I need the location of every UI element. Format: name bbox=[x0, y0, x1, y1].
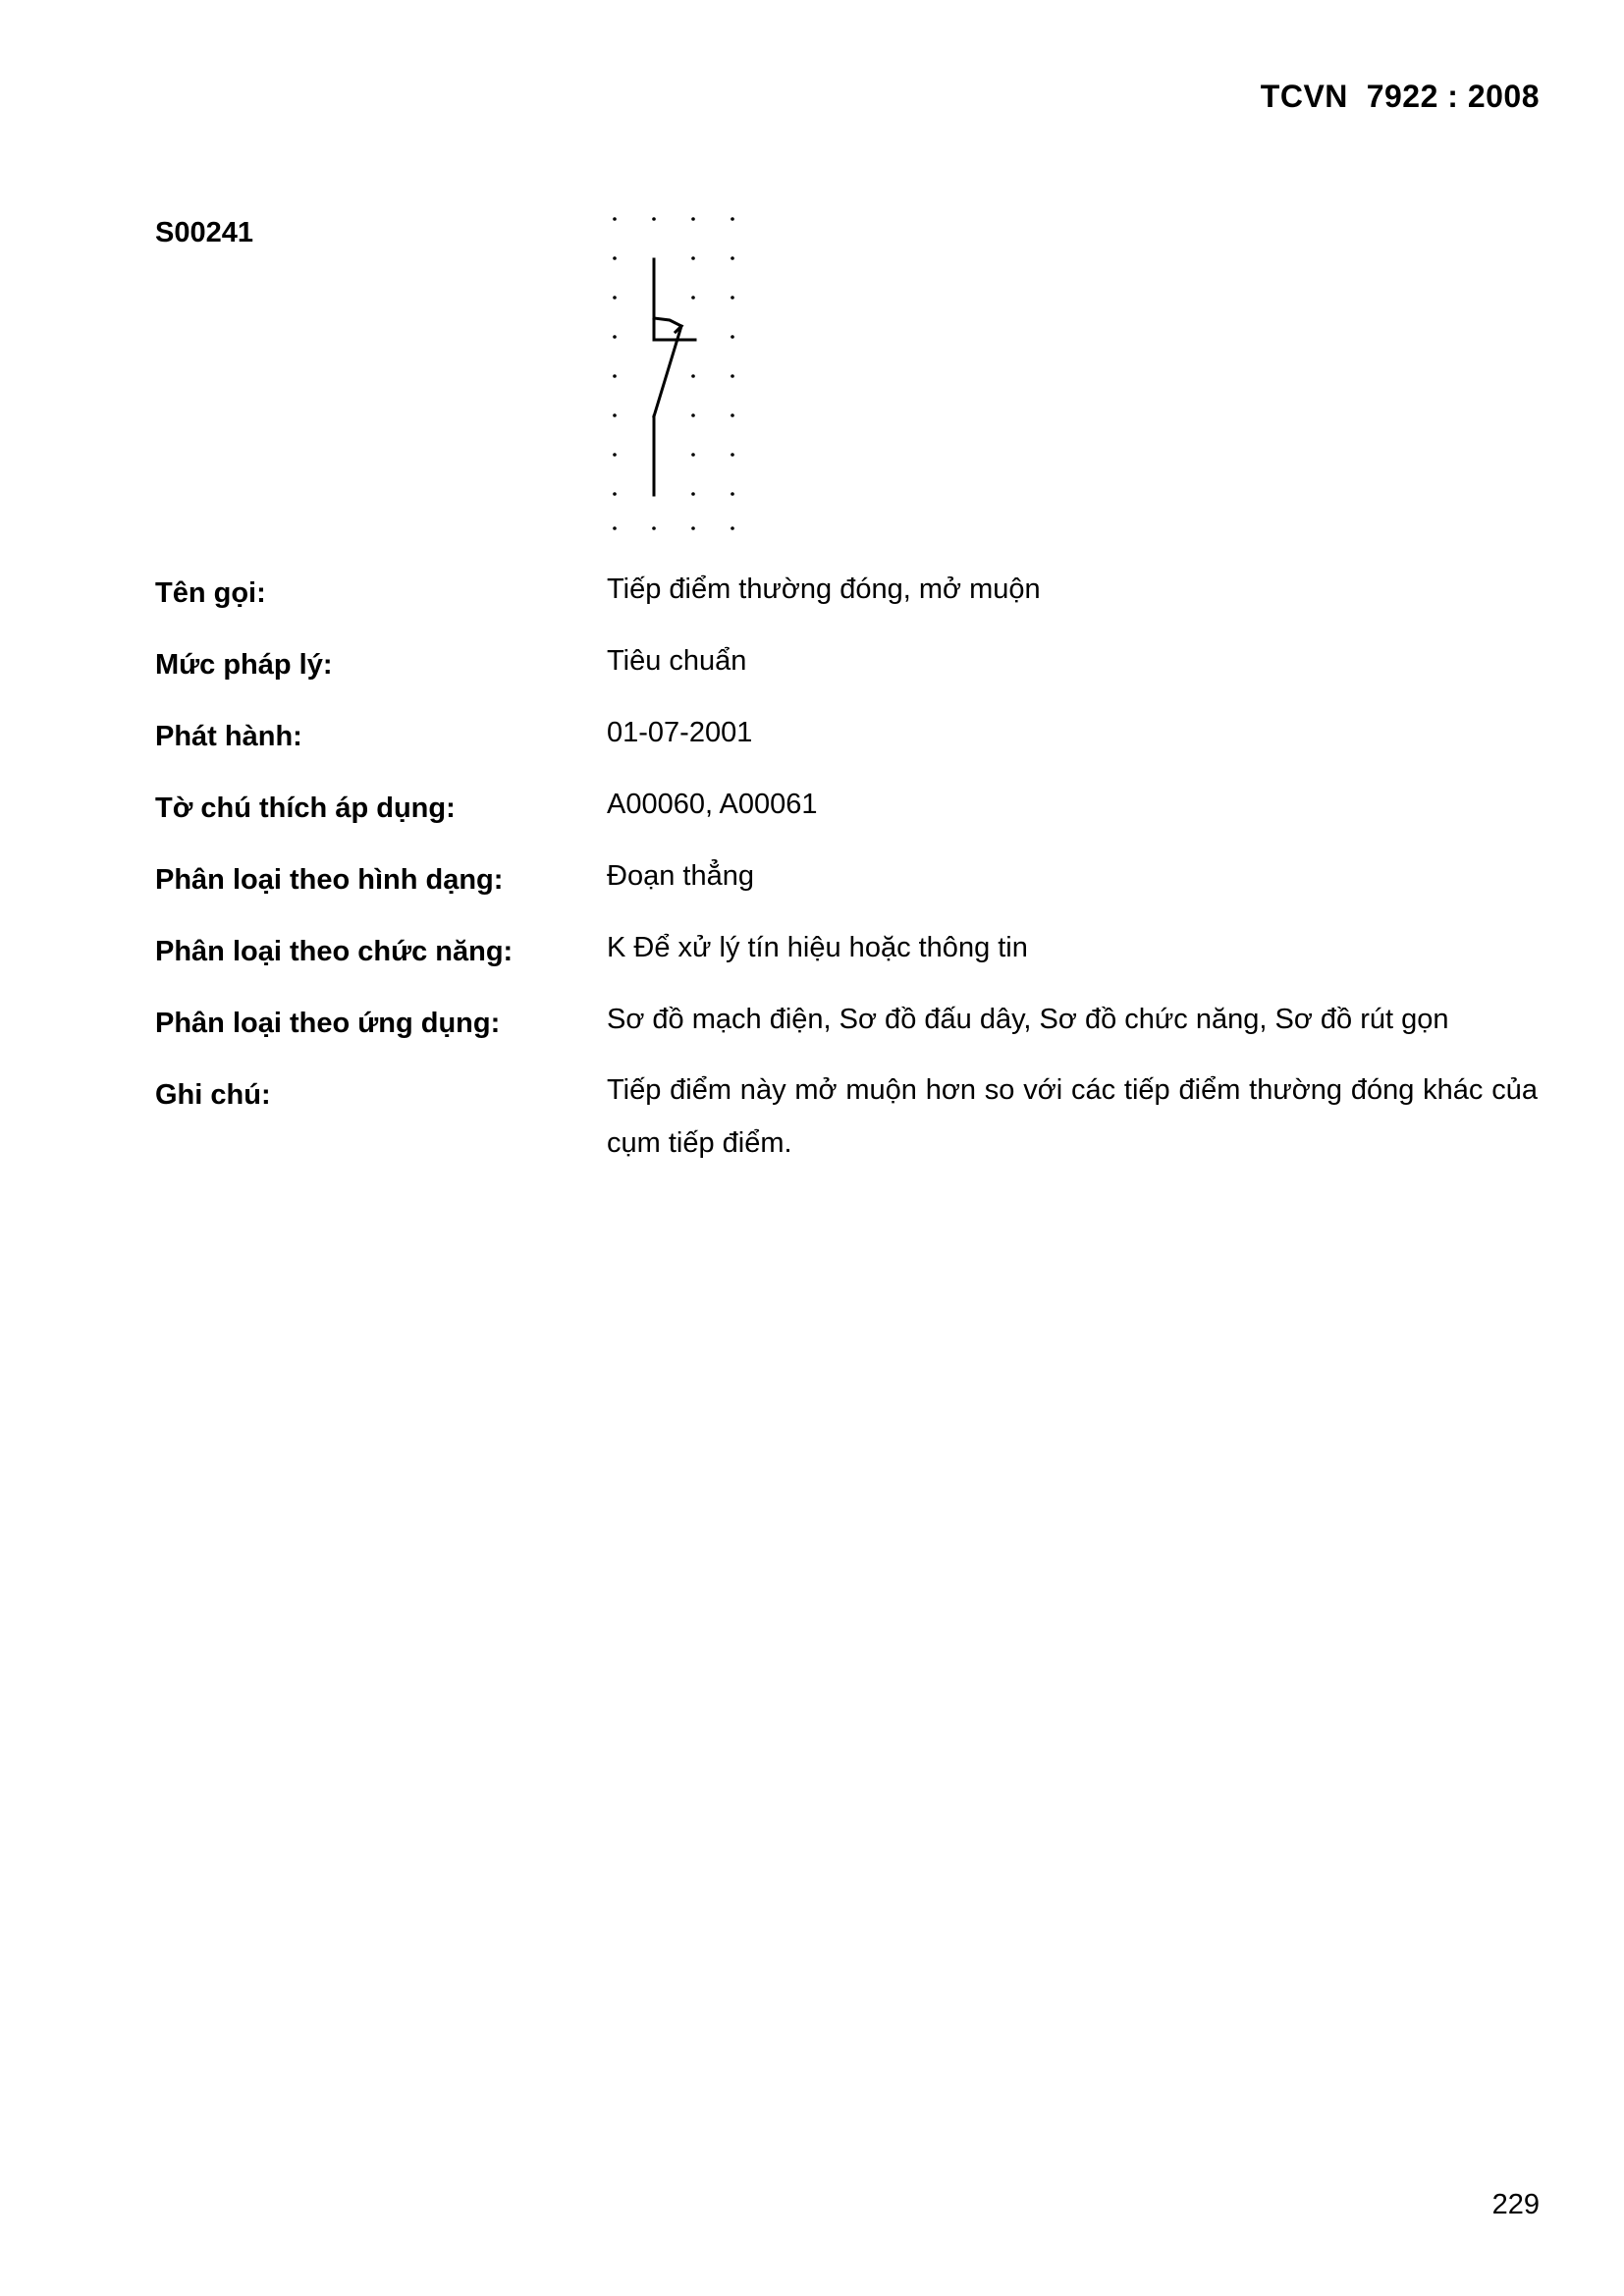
application-classification-value: Sơ đồ mạch điện, Sơ đồ đấu dây, Sơ đồ chức năng, Sơ đồ rút gọn bbox=[607, 1004, 1449, 1035]
page-number: 229 bbox=[1491, 2189, 1540, 2220]
note-value: Tiếp điểm này mở muộn hơn so với các tiếp điểm thường đóng khác của cụm tiếp điểm. bbox=[607, 1074, 1538, 1159]
function-classification-value: K Để xử lý tín hiệu hoặc thông tin bbox=[607, 932, 1028, 963]
grid-dots bbox=[613, 217, 734, 530]
shape-classification-label: Phân loại theo hình dạng: bbox=[155, 864, 504, 896]
name-label: Tên gọi: bbox=[155, 577, 266, 609]
application-classification-label: Phân loại theo ứng dụng: bbox=[155, 1008, 501, 1039]
note-label: Ghi chú: bbox=[155, 1079, 271, 1111]
contact-symbol-icon bbox=[599, 202, 746, 536]
issue-date-label: Phát hành: bbox=[155, 721, 302, 752]
contact-lines bbox=[654, 259, 695, 495]
symbol-code: S00241 bbox=[155, 217, 253, 248]
legal-level-value: Tiêu chuẩn bbox=[607, 645, 747, 677]
function-classification-label: Phân loại theo chức năng: bbox=[155, 936, 514, 967]
name-value: Tiếp điểm thường đóng, mở muộn bbox=[607, 574, 1041, 605]
legal-level-label: Mức pháp lý: bbox=[155, 649, 333, 681]
issue-date-value: 01-07-2001 bbox=[607, 717, 753, 748]
document-standard-header: TCVN 7922 : 2008 bbox=[1260, 79, 1540, 114]
shape-classification-value: Đoạn thẳng bbox=[607, 860, 754, 892]
applied-notes-value: A00060, A00061 bbox=[607, 789, 818, 820]
applied-notes-label: Tờ chú thích áp dụng: bbox=[155, 793, 456, 824]
